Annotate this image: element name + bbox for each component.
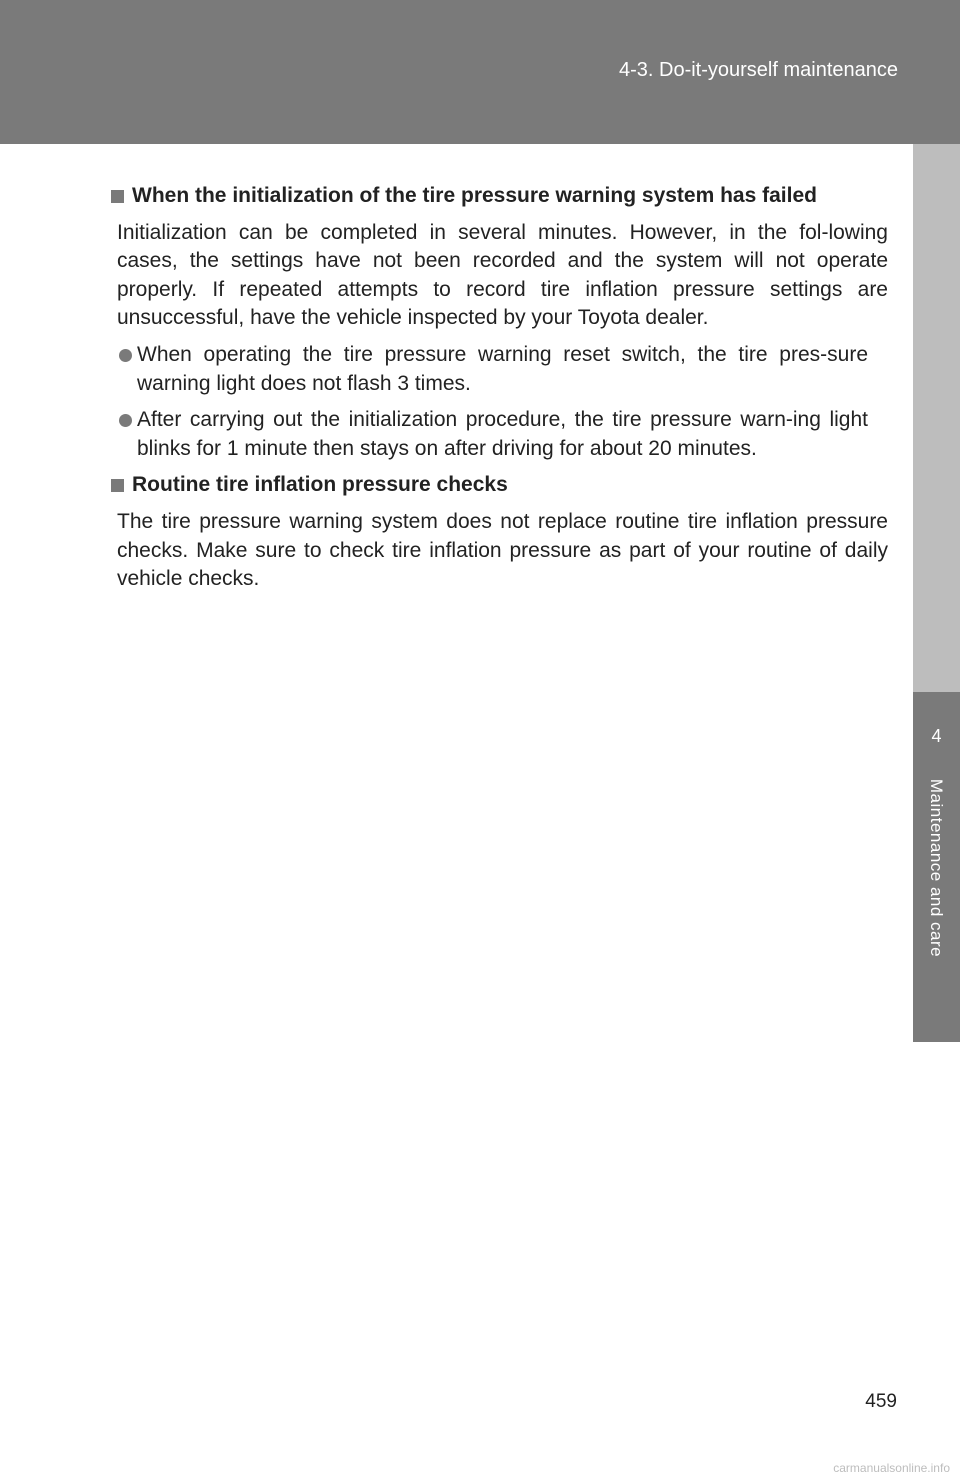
square-bullet-icon xyxy=(111,479,124,492)
square-bullet-icon xyxy=(111,190,124,203)
section-title: 4-3. Do-it-yourself maintenance xyxy=(618,59,898,81)
paragraph-routine-checks: The tire pressure warning system does not replace routine tire inflation pressure checks. Make sure to check tire inflation pressure as part of your routine of daily vehicle checks. xyxy=(117,509,888,591)
chapter-number: 4 xyxy=(931,726,942,746)
side-tab-upper xyxy=(913,144,960,692)
circle-bullet-icon xyxy=(119,349,132,362)
section-heading-initialization-failed xyxy=(112,182,888,211)
paragraph-initialization: Initialization can be completed in several minutes. However, in the fol-lowing cases, the settings have not been recorded and the system will not operate properly. If repeated attempts to record tire inflation pressure settings are unsuccessful, have the vehicle inspected by your Toyota dealer. xyxy=(117,220,888,330)
section-heading-routine-checks xyxy=(112,471,888,500)
main-content xyxy=(112,182,888,594)
list-item-text: When operating the tire pressure warning reset switch, the tire pres-sure warning light does not flash 3 times. xyxy=(137,342,868,395)
watermark: carmanualsonline.info xyxy=(833,1461,950,1475)
heading-text: When the initialization of the tire pressure warning system has failed xyxy=(132,184,817,207)
chapter-label: Maintenance and care xyxy=(927,778,946,958)
heading-text: Routine tire inflation pressure checks xyxy=(132,473,508,497)
list-item xyxy=(117,406,868,463)
list-item-text: After carrying out the initialization procedure, the tire pressure warn-ing light blinks for 1 minute then stays on after driving for about 20 minutes. xyxy=(137,408,868,460)
list-item xyxy=(117,341,868,398)
circle-bullet-icon xyxy=(119,414,132,427)
page-number: 459 xyxy=(865,1391,897,1412)
